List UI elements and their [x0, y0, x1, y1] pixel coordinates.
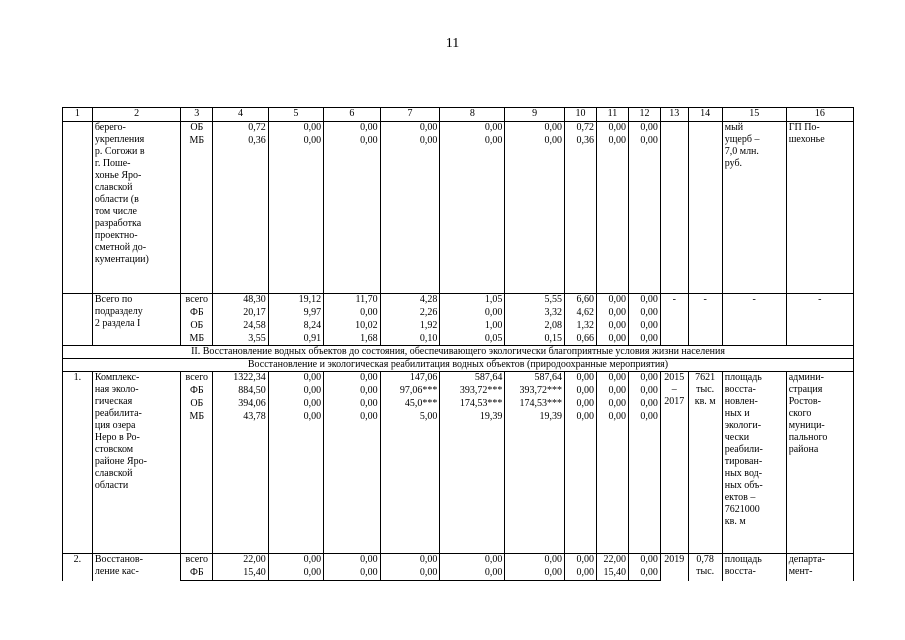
amount-cell: 0,00	[324, 567, 381, 581]
amount-cell: 587,64	[505, 372, 565, 385]
amount-cell: 0,00	[324, 372, 381, 385]
header-cell: 10	[565, 108, 597, 122]
indicator-value	[688, 122, 722, 294]
amount-cell: 1,32	[565, 320, 597, 333]
amount-cell: 5,00	[380, 411, 440, 554]
period-cell: -	[660, 294, 688, 346]
amount-cell: 0,00	[596, 385, 628, 398]
amount-cell: 0,00	[596, 320, 628, 333]
amount-cell: 0,00	[440, 307, 505, 320]
header-cell: 2	[92, 108, 180, 122]
row-number	[63, 122, 93, 294]
amount-cell: 43,78	[213, 411, 268, 554]
header-cell: 5	[268, 108, 323, 122]
amount-cell: 0,00	[596, 333, 628, 346]
period-cell: 2015 – 2017	[660, 372, 688, 554]
amount-cell: 0,00	[505, 567, 565, 581]
header-row	[63, 108, 854, 122]
amount-cell: 0,00	[324, 135, 381, 294]
amount-cell: 587,64	[440, 372, 505, 385]
amount-cell: 1,05	[440, 294, 505, 307]
funding-source: ФБ	[181, 567, 213, 581]
amount-cell: 11,70	[324, 294, 381, 307]
amount-cell: 0,00	[628, 385, 660, 398]
amount-cell: 0,00	[268, 372, 323, 385]
executor-cell: админи- страция Ростов- ского муници- пального района	[786, 372, 853, 554]
amount-cell: 0,00	[596, 307, 628, 320]
amount-cell: 4,28	[380, 294, 440, 307]
amount-cell: 0,00	[324, 122, 381, 135]
amount-cell: 0,00	[380, 567, 440, 581]
header-cell: 12	[628, 108, 660, 122]
amount-cell: 0,66	[565, 333, 597, 346]
header-cell: 16	[786, 108, 853, 122]
header-cell: 6	[324, 108, 381, 122]
table-row	[63, 372, 854, 385]
amount-cell: 6,60	[565, 294, 597, 307]
subsection-row	[63, 359, 854, 372]
header-cell: 11	[596, 108, 628, 122]
amount-cell: 393,72***	[505, 385, 565, 398]
amount-cell: 884,50	[213, 385, 268, 398]
amount-cell: 0,00	[380, 554, 440, 567]
amount-cell: 0,72	[565, 122, 597, 135]
amount-cell: 22,00	[596, 554, 628, 567]
amount-cell: 0,00	[268, 411, 323, 554]
section-title: II. Восстановление водных объектов до состояния, обеспечивающего экологически благоприятные условия жизни населения	[63, 346, 854, 359]
row-number: 1.	[63, 372, 93, 554]
section-row	[63, 346, 854, 359]
funding-source: ФБ	[181, 385, 213, 398]
amount-cell: 394,06	[213, 398, 268, 411]
amount-cell: 15,40	[213, 567, 268, 581]
period-cell	[660, 122, 688, 294]
amount-cell: 24,58	[213, 320, 268, 333]
header-cell: 8	[440, 108, 505, 122]
indicator-desc: мый ущерб – 7,0 млн. руб.	[722, 122, 786, 294]
funding-source: ФБ	[181, 307, 213, 320]
amount-cell: 0,00	[440, 567, 505, 581]
amount-cell: 0,00	[565, 385, 597, 398]
amount-cell: 174,53***	[440, 398, 505, 411]
amount-cell: 0,00	[440, 135, 505, 294]
amount-cell: 0,00	[628, 398, 660, 411]
amount-cell: 0,00	[596, 372, 628, 385]
amount-cell: 0,00	[268, 398, 323, 411]
page-number: 11	[445, 36, 460, 51]
amount-cell: 9,97	[268, 307, 323, 320]
amount-cell: 0,00	[324, 411, 381, 554]
indicator-desc: площадь восста- новлен- ных и экологи- чески реабили- тирован- ных вод- ных объ- ектов – 7621000 кв. м	[722, 372, 786, 554]
amount-cell: 0,00	[596, 411, 628, 554]
indicator-desc: площадь восста-	[722, 554, 786, 581]
funding-source: МБ	[181, 333, 213, 346]
amount-cell: 10,02	[324, 320, 381, 333]
amount-cell: 2,26	[380, 307, 440, 320]
amount-cell: 8,24	[268, 320, 323, 333]
header-cell: 1	[63, 108, 93, 122]
amount-cell: 0,00	[505, 122, 565, 135]
executor-cell: департа- мент-	[786, 554, 853, 581]
amount-cell: 0,00	[596, 398, 628, 411]
amount-cell: 0,00	[268, 135, 323, 294]
amount-cell: 0,72	[213, 122, 268, 135]
measure-name: Комплекс- ная эколо- гическая реабилита- ция озера Неро в Ро- стовском районе Яро- славской области	[92, 372, 180, 554]
indicator-value: 7621 тыс. кв. м	[688, 372, 722, 554]
amount-cell: 0,05	[440, 333, 505, 346]
measure-name: Всего по подразделу 2 раздела I	[92, 294, 180, 346]
header-cell: 3	[181, 108, 213, 122]
amount-cell: 1,68	[324, 333, 381, 346]
amount-cell: 0,00	[596, 122, 628, 135]
indicator-desc: -	[722, 294, 786, 346]
amount-cell: 0,36	[565, 135, 597, 294]
amount-cell: 0,00	[505, 554, 565, 567]
header-cell: 13	[660, 108, 688, 122]
funding-source: ОБ	[181, 320, 213, 333]
table-row	[63, 294, 854, 307]
amount-cell: 0,36	[213, 135, 268, 294]
amount-cell: 0,00	[440, 554, 505, 567]
amount-cell: 0,00	[324, 307, 381, 320]
amount-cell: 3,32	[505, 307, 565, 320]
amount-cell: 48,30	[213, 294, 268, 307]
amount-cell: 0,00	[324, 554, 381, 567]
amount-cell: 20,17	[213, 307, 268, 320]
amount-cell: 0,00	[380, 135, 440, 294]
funding-source: всего	[181, 554, 213, 567]
amount-cell: 0,00	[268, 554, 323, 567]
amount-cell: 0,00	[628, 411, 660, 554]
period-cell: 2019	[660, 554, 688, 581]
funding-source: ОБ	[181, 398, 213, 411]
amount-cell: 0,00	[324, 398, 381, 411]
amount-cell: 0,00	[628, 567, 660, 581]
amount-cell: 393,72***	[440, 385, 505, 398]
funding-source: всего	[181, 372, 213, 385]
amount-cell: 0,00	[268, 567, 323, 581]
program-table	[62, 107, 854, 581]
funding-source: ОБ	[181, 122, 213, 135]
row-number	[63, 294, 93, 346]
row-number: 2.	[63, 554, 93, 581]
amount-cell: 0,00	[440, 122, 505, 135]
amount-cell: 0,00	[628, 135, 660, 294]
table-row	[63, 554, 854, 567]
amount-cell: 0,00	[565, 411, 597, 554]
amount-cell: 0,00	[565, 567, 597, 581]
indicator-value: -	[688, 294, 722, 346]
funding-source: МБ	[181, 135, 213, 294]
amount-cell: 45,0***	[380, 398, 440, 411]
header-cell: 7	[380, 108, 440, 122]
amount-cell: 0,00	[628, 294, 660, 307]
amount-cell: 0,00	[596, 294, 628, 307]
indicator-value: 0,78 тыс.	[688, 554, 722, 581]
amount-cell: 174,53***	[505, 398, 565, 411]
subsection-title: Восстановление и экологическая реабилитация водных объектов (природоохранные мероприятия)	[63, 359, 854, 372]
amount-cell: 0,00	[628, 307, 660, 320]
amount-cell: 0,00	[628, 372, 660, 385]
amount-cell: 0,00	[565, 554, 597, 567]
measure-name: берего- укрепления р. Согожи в г. Поше- хонье Яро- славской области (в том числе разработка проектно- сметной до- кументации)	[92, 122, 180, 294]
amount-cell: 0,00	[628, 333, 660, 346]
amount-cell: 1,00	[440, 320, 505, 333]
table-row	[63, 122, 854, 135]
executor-cell: -	[786, 294, 853, 346]
funding-source: всего	[181, 294, 213, 307]
amount-cell: 0,00	[268, 122, 323, 135]
amount-cell: 5,55	[505, 294, 565, 307]
amount-cell: 3,55	[213, 333, 268, 346]
amount-cell: 0,00	[565, 398, 597, 411]
funding-source: МБ	[181, 411, 213, 554]
amount-cell: 0,00	[628, 320, 660, 333]
amount-cell: 22,00	[213, 554, 268, 567]
amount-cell: 0,15	[505, 333, 565, 346]
amount-cell: 0,00	[380, 122, 440, 135]
amount-cell: 0,00	[565, 372, 597, 385]
amount-cell: 0,10	[380, 333, 440, 346]
amount-cell: 4,62	[565, 307, 597, 320]
amount-cell: 0,00	[268, 385, 323, 398]
amount-cell: 97,06***	[380, 385, 440, 398]
amount-cell: 147,06	[380, 372, 440, 385]
amount-cell: 0,00	[324, 385, 381, 398]
executor-cell: ГП По- шехонье	[786, 122, 853, 294]
header-cell: 14	[688, 108, 722, 122]
header-cell: 4	[213, 108, 268, 122]
measure-name: Восстанов- ление кас-	[92, 554, 180, 581]
amount-cell: 0,00	[505, 135, 565, 294]
amount-cell: 2,08	[505, 320, 565, 333]
header-cell: 15	[722, 108, 786, 122]
amount-cell: 19,39	[505, 411, 565, 554]
header-cell: 9	[505, 108, 565, 122]
amount-cell: 1,92	[380, 320, 440, 333]
amount-cell: 1322,34	[213, 372, 268, 385]
amount-cell: 0,00	[596, 135, 628, 294]
amount-cell: 0,00	[628, 122, 660, 135]
amount-cell: 19,12	[268, 294, 323, 307]
amount-cell: 0,00	[628, 554, 660, 567]
amount-cell: 19,39	[440, 411, 505, 554]
amount-cell: 0,91	[268, 333, 323, 346]
amount-cell: 15,40	[596, 567, 628, 581]
